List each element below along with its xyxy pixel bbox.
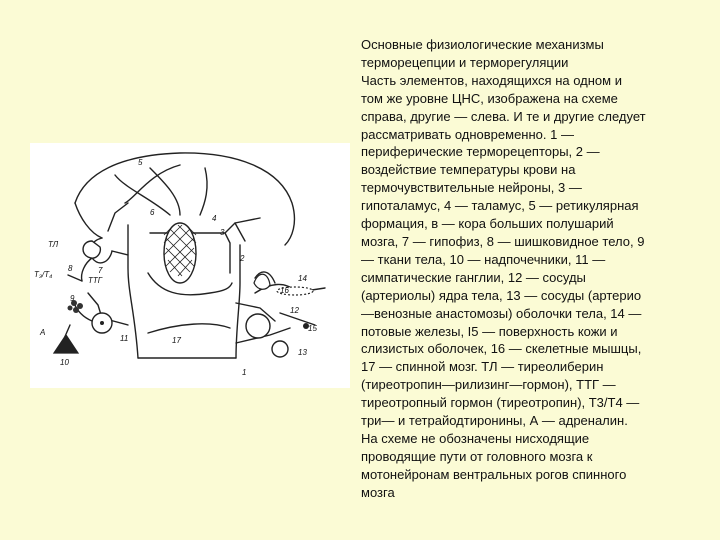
label-3: 3 [220, 228, 225, 237]
label-17: 17 [172, 336, 181, 345]
label-9: 9 [70, 294, 75, 303]
label-tl: ТЛ [48, 240, 59, 249]
label-6: 6 [150, 208, 155, 217]
label-11: 11 [120, 334, 129, 343]
label-1: 1 [242, 368, 247, 377]
thermoregulation-diagram [30, 143, 350, 388]
label-t3t4: Т₃/Т₄ [34, 270, 53, 279]
label-14: 14 [298, 274, 307, 283]
diagram-drawing [30, 143, 350, 388]
label-5: 5 [138, 158, 143, 167]
label-15: 15 [308, 324, 317, 333]
label-2: 2 [240, 254, 245, 263]
slide-body: Часть элементов, находящихся на одном и том же уровне ЦНС, изображена на схеме справа, другие — слева. И те и другие следует рассматривать одновременно. 1 — периферические терморецепторы, 2 — воздействие температуры крови на термочувствительные нейроны, 3 — гипоталамус, 4 — таламус, 5 — ретикулярная формация, в — кора больших полушарий мозга, 7 — гипофиз, 8 — шишковидное тело, 9 — ткани тела, 10 — надпочечники, 11 — симпатические ганглии, 12 — сосуды (артериолы) ядра тела, 13 — сосуды (артерио —венозные анастомозы) оболочки тела, 14 — потовые железы, I5 — поверхность кожи и слизистых оболочек, 16 — скелетные мышцы, 17 — спинной мозг. ТЛ — тиреолиберин (тиреотропин—рилизинг—гормон), ТТГ — тиреотропный гормон (тиреотропин), Т3/Т4 — три— и тетрайодтиронины, А — адреналин. На схеме не обозначены нисходящие проводящие пути от головного мозга к мотонейронам вентральных рогов спинного мозга [361, 72, 646, 500]
slide-title: Основные физиологические механизмы терморецепции и терморегуляции [361, 37, 604, 70]
label-7: 7 [98, 266, 103, 275]
label-16: 16 [280, 286, 289, 295]
label-ttg: ТТГ [88, 276, 103, 285]
slide-text [361, 36, 713, 502]
label-4: 4 [212, 214, 217, 223]
label-13: 13 [298, 348, 307, 357]
label-8: 8 [68, 264, 73, 273]
label-12: 12 [290, 306, 299, 315]
label-a: А [40, 328, 46, 337]
label-10: 10 [60, 358, 69, 367]
